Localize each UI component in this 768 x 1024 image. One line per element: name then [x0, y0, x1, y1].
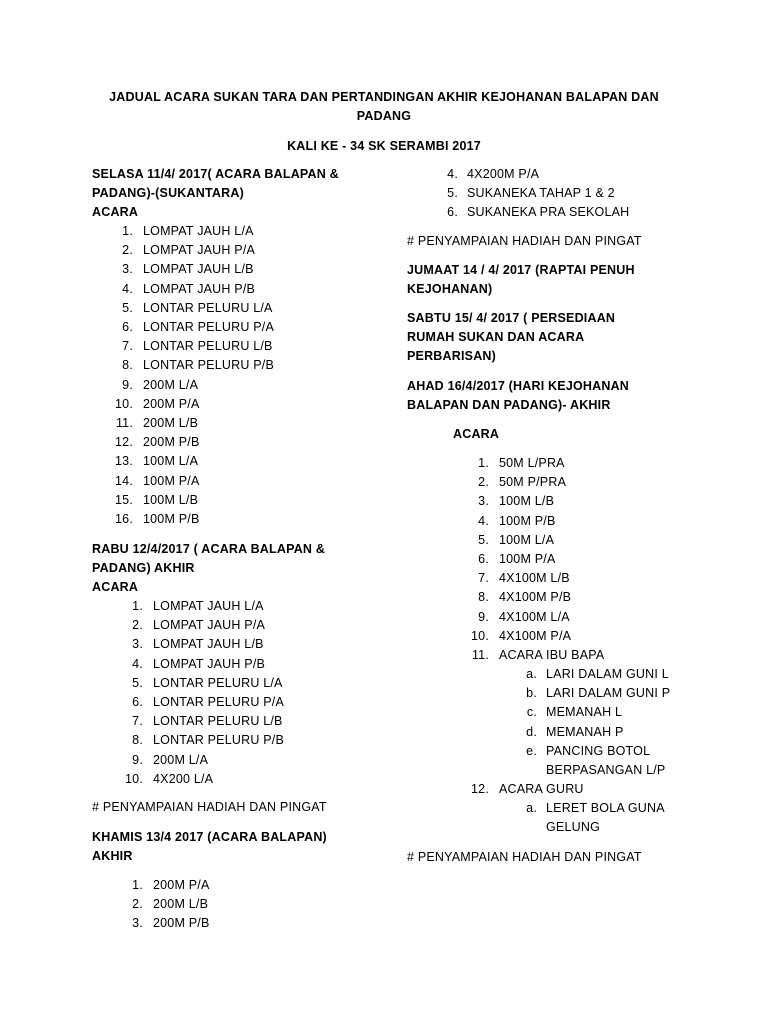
selasa-item-label: LONTAR PELURU L/B: [143, 339, 273, 354]
khamis-item-label: 200M L/B: [153, 897, 209, 912]
doc-title-line2: PADANG: [356, 109, 412, 123]
ibubapa-item-label: PANCING BOTOL: [546, 743, 651, 758]
hadiah-note-1: # PENYAMPAIAN HADIAH DAN PINGAT: [92, 800, 327, 814]
selasa-item-label: LOMPAT JAUH P/B: [143, 281, 256, 296]
ahad-item-label: 4X100M L/B: [499, 571, 570, 586]
ahad-item-label: 50M P/PRA: [499, 475, 567, 490]
selasa-heading-1: SELASA 11/4/ 2017( ACARA BALAPAN &: [92, 167, 339, 181]
selasa-item-number: 5.: [122, 300, 133, 315]
ibubapa-item-label: BERPASANGAN L/P: [546, 763, 666, 777]
rabu-item-label: 200M L/A: [153, 752, 209, 767]
doc-title-line1: JADUAL ACARA SUKAN TARA DAN PERTANDINGAN AKHIR KEJOHANAN BALAPAN DAN: [109, 90, 659, 104]
rabu-item-label: LONTAR PELURU L/B: [153, 714, 283, 729]
selasa-item-label: 100M L/B: [143, 492, 199, 507]
selasa-item-number: 12.: [115, 435, 133, 450]
ahad-item-number: 3.: [478, 494, 489, 509]
selasa-item-label: LONTAR PELURU P/A: [143, 320, 274, 334]
ibubapa-item-number: c.: [526, 705, 537, 720]
rabu-item-label: LONTAR PELURU P/A: [153, 695, 284, 709]
selasa-item-label: 200M P/A: [143, 396, 200, 411]
guru-item-label: GELUNG: [546, 820, 600, 835]
ibubapa-item-number: a.: [526, 667, 537, 681]
selasa-item-number: 11.: [115, 416, 133, 430]
doc-subtitle: KALI KE - 34 SK SERAMBI 2017: [287, 139, 481, 153]
ahad-item-number: 7.: [478, 571, 489, 586]
selasa-heading-2: PADANG)-(SUKANTARA): [92, 186, 244, 200]
khamis-cont-item-number: 4.: [447, 167, 458, 181]
sabtu-heading-3: PERBARISAN): [407, 349, 497, 363]
selasa-item-number: 7.: [122, 339, 133, 354]
selasa-item-number: 8.: [122, 358, 133, 373]
ahad-item-number: 2.: [478, 475, 489, 490]
khamis-item-number: 3.: [132, 916, 143, 931]
rabu-item-number: 5.: [132, 675, 143, 690]
rabu-item-label: LOMPAT JAUH P/A: [153, 618, 266, 633]
rabu-item-number: 9.: [132, 752, 143, 767]
ahad-item-label: 4X100M P/B: [499, 590, 572, 605]
ahad-heading-2: BALAPAN DAN PADANG)- AKHIR: [407, 398, 611, 412]
selasa-item-label: LOMPAT JAUH L/A: [143, 224, 254, 238]
ahad-item-label: ACARA IBU BAPA: [499, 648, 605, 662]
khamis-cont-item-number: 6.: [447, 205, 458, 220]
rabu-item-label: LOMPAT JAUH L/B: [153, 637, 264, 652]
ahad-item-label: 100M L/A: [499, 532, 555, 547]
ahad-item-label: 50M L/PRA: [499, 456, 565, 470]
ahad-item-number: 11.: [471, 648, 489, 662]
selasa-item-label: 100M P/A: [143, 473, 200, 488]
selasa-acara-label: ACARA: [92, 205, 139, 219]
guru-item-number: a.: [526, 801, 537, 815]
selasa-item-label: LOMPAT JAUH P/A: [143, 243, 256, 258]
jumaat-heading-1: JUMAAT 14 / 4/ 2017 (RAPTAI PENUH: [407, 263, 635, 277]
rabu-item-number: 3.: [132, 637, 143, 652]
rabu-item-number: 6.: [132, 695, 143, 709]
khamis-heading-2: AKHIR: [92, 849, 133, 863]
selasa-item-label: LONTAR PELURU L/A: [143, 300, 273, 315]
selasa-item-label: LONTAR PELURU P/B: [143, 358, 274, 373]
ibubapa-item-number: b.: [526, 686, 537, 701]
selasa-item-number: 1.: [122, 224, 133, 238]
guru-item-label: LERET BOLA GUNA: [546, 801, 665, 815]
khamis-item-number: 2.: [132, 897, 143, 912]
rabu-item-label: 4X200 L/A: [153, 771, 214, 786]
ibubapa-item-label: LARI DALAM GUNI P: [546, 686, 671, 701]
ahad-item-number: 10.: [471, 628, 489, 643]
ahad-item-number: 5.: [478, 532, 489, 547]
khamis-item-label: 200M P/B: [153, 916, 210, 931]
rabu-heading-1: RABU 12/4/2017 ( ACARA BALAPAN &: [92, 542, 326, 556]
guru-heading-label: ACARA GURU: [499, 782, 584, 796]
rabu-item-label: LOMPAT JAUH L/A: [153, 599, 264, 613]
selasa-item-number: 2.: [122, 243, 133, 258]
ibubapa-item-label: MEMANAH L: [546, 705, 623, 720]
hadiah-note-3: # PENYAMPAIAN HADIAH DAN PINGAT: [407, 850, 642, 864]
hadiah-note-2: # PENYAMPAIAN HADIAH DAN PINGAT: [407, 234, 642, 248]
selasa-item-number: 10.: [115, 396, 133, 411]
khamis-heading-1: KHAMIS 13/4 2017 (ACARA BALAPAN): [92, 830, 327, 844]
ahad-item-label: 100M P/B: [499, 513, 556, 528]
jumaat-heading-2: KEJOHANAN): [407, 282, 493, 296]
ahad-heading-1: AHAD 16/4/2017 (HARI KEJOHANAN: [407, 379, 630, 393]
ahad-item-number: 8.: [478, 590, 489, 605]
rabu-item-number: 2.: [132, 618, 143, 633]
selasa-item-number: 16.: [115, 512, 133, 526]
khamis-cont-item-label: SUKANEKA TAHAP 1 & 2: [467, 186, 615, 201]
selasa-item-number: 9.: [122, 377, 133, 392]
selasa-item-number: 3.: [122, 262, 133, 277]
rabu-heading-2: PADANG) AKHIR: [92, 561, 195, 575]
ahad-item-number: 6.: [478, 552, 489, 566]
ahad-item-label: 100M P/A: [499, 552, 556, 566]
ibubapa-item-label: LARI DALAM GUNI L: [546, 667, 669, 681]
rabu-item-label: LONTAR PELURU L/A: [153, 675, 283, 690]
rabu-item-number: 10.: [125, 771, 143, 786]
ahad-acara-label: ACARA: [453, 427, 500, 441]
selasa-item-number: 4.: [122, 281, 133, 296]
ibubapa-item-number: d.: [526, 724, 537, 739]
khamis-cont-item-label: SUKANEKA PRA SEKOLAH: [467, 205, 630, 220]
selasa-item-number: 6.: [122, 320, 133, 334]
ahad-item-label: 100M L/B: [499, 494, 555, 509]
selasa-item-label: LOMPAT JAUH L/B: [143, 262, 254, 277]
ahad-item-number: 9.: [478, 609, 489, 624]
ahad-item-number: 1.: [478, 456, 489, 470]
sabtu-heading-1: SABTU 15/ 4/ 2017 ( PERSEDIAAN: [407, 311, 616, 325]
selasa-item-number: 15.: [115, 492, 133, 507]
rabu-item-number: 4.: [132, 656, 143, 671]
ahad-item-label: 4X100M L/A: [499, 609, 570, 624]
selasa-item-label: 200M P/B: [143, 435, 200, 450]
ibubapa-item-number: e.: [526, 743, 537, 758]
selasa-item-label: 200M L/B: [143, 416, 199, 430]
selasa-item-number: 14.: [115, 473, 133, 488]
khamis-cont-item-label: 4X200M P/A: [467, 167, 540, 181]
ibubapa-item-label: MEMANAH P: [546, 724, 624, 739]
rabu-item-label: LOMPAT JAUH P/B: [153, 656, 266, 671]
rabu-item-number: 1.: [132, 599, 143, 613]
sabtu-heading-2: RUMAH SUKAN DAN ACARA: [407, 330, 585, 344]
guru-heading-number: 12.: [471, 782, 489, 796]
selasa-item-label: 100M P/B: [143, 512, 200, 526]
khamis-item-label: 200M P/A: [153, 878, 210, 892]
selasa-item-number: 13.: [115, 454, 133, 469]
rabu-item-number: 7.: [132, 714, 143, 729]
khamis-cont-item-number: 5.: [447, 186, 458, 201]
rabu-item-number: 8.: [132, 733, 143, 748]
ahad-item-label: 4X100M P/A: [499, 628, 572, 643]
selasa-item-label: 100M L/A: [143, 454, 199, 469]
khamis-item-number: 1.: [132, 878, 143, 892]
selasa-item-label: 200M L/A: [143, 377, 199, 392]
ahad-item-number: 4.: [478, 513, 489, 528]
rabu-item-label: LONTAR PELURU P/B: [153, 733, 284, 748]
rabu-acara-label: ACARA: [92, 580, 139, 594]
